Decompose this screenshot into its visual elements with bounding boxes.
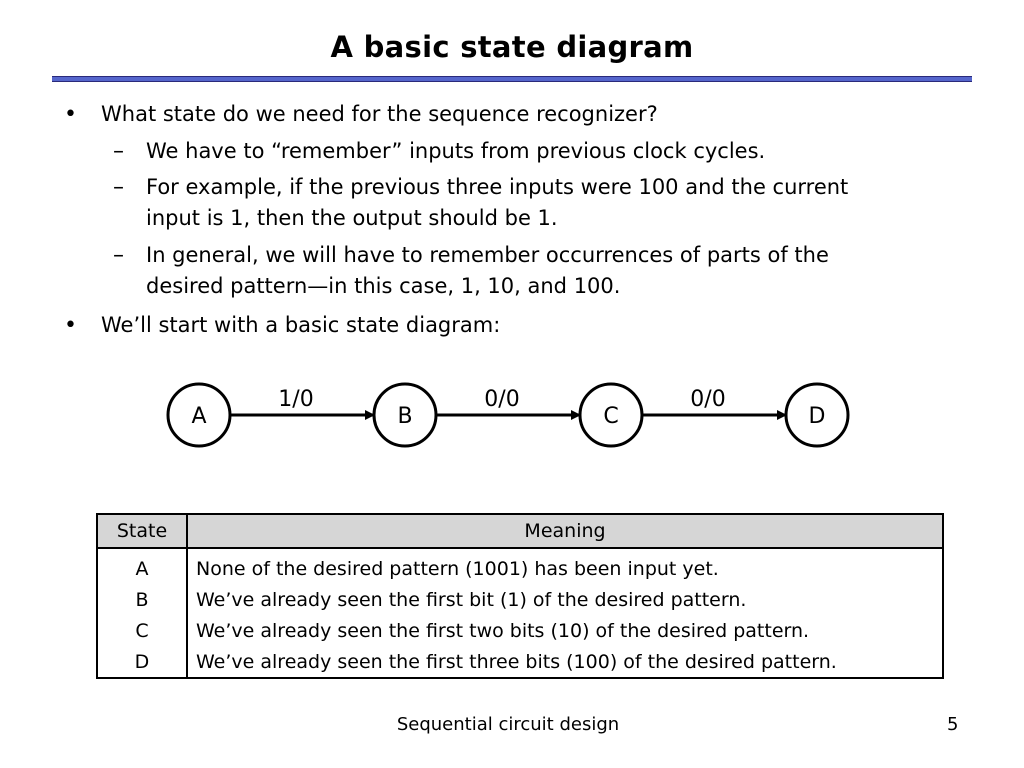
table-row <box>97 548 943 584</box>
bullet-dot: • <box>64 313 77 338</box>
state-node-label: B <box>397 404 413 429</box>
meaning-cell: We’ve already seen the first bit (1) of the desired pattern. <box>187 584 943 615</box>
state-cell: B <box>97 584 187 615</box>
page-number: 5 <box>947 714 959 735</box>
state-cell: D <box>97 646 187 678</box>
bullet-dot: • <box>64 102 77 127</box>
table-row <box>97 584 943 615</box>
transition-label: 0/0 <box>484 387 520 412</box>
table-header-row <box>97 514 943 548</box>
bullet-2-text: We’ll start with a basic state diagram: <box>101 313 501 337</box>
bullet-list <box>0 0 1024 360</box>
state-diagram <box>0 370 1024 480</box>
table-row <box>97 646 943 678</box>
transition-label: 1/0 <box>278 387 314 412</box>
sub-bullet-dash: – <box>113 139 124 164</box>
state-cell: A <box>97 548 187 584</box>
meaning-cell: We’ve already seen the first three bits (100) of the desired pattern. <box>187 646 943 678</box>
table-row <box>97 615 943 646</box>
sub-bullet-2-line-2: input is 1, then the output should be 1. <box>146 206 558 230</box>
meaning-cell: We’ve already seen the first two bits (10) of the desired pattern. <box>187 615 943 646</box>
sub-bullet-1-text: We have to “remember” inputs from previous clock cycles. <box>146 139 766 163</box>
sub-bullet-dash: – <box>113 243 124 268</box>
meaning-cell: None of the desired pattern (1001) has been input yet. <box>187 548 943 584</box>
sub-bullet-2-line-1: For example, if the previous three inputs were 100 and the current <box>146 175 849 199</box>
sub-bullet-dash: – <box>113 175 124 200</box>
header-state: State <box>97 514 187 548</box>
footer-title: Sequential circuit design <box>396 714 620 735</box>
sub-bullet-3-line-2: desired pattern—in this case, 1, 10, and 100. <box>146 274 621 298</box>
bullet-1-text: What state do we need for the sequence recognizer? <box>101 102 658 126</box>
state-node-label: C <box>603 404 619 429</box>
slide-title: A basic state diagram <box>330 30 694 64</box>
header-meaning: Meaning <box>187 514 943 548</box>
state-node-label: A <box>191 404 207 429</box>
state-node-label: D <box>808 404 826 429</box>
sub-bullet-3-line-1: In general, we will have to remember occurrences of parts of the <box>146 243 829 267</box>
state-meaning-table <box>96 513 944 679</box>
state-cell: C <box>97 615 187 646</box>
transition-label: 0/0 <box>690 387 726 412</box>
